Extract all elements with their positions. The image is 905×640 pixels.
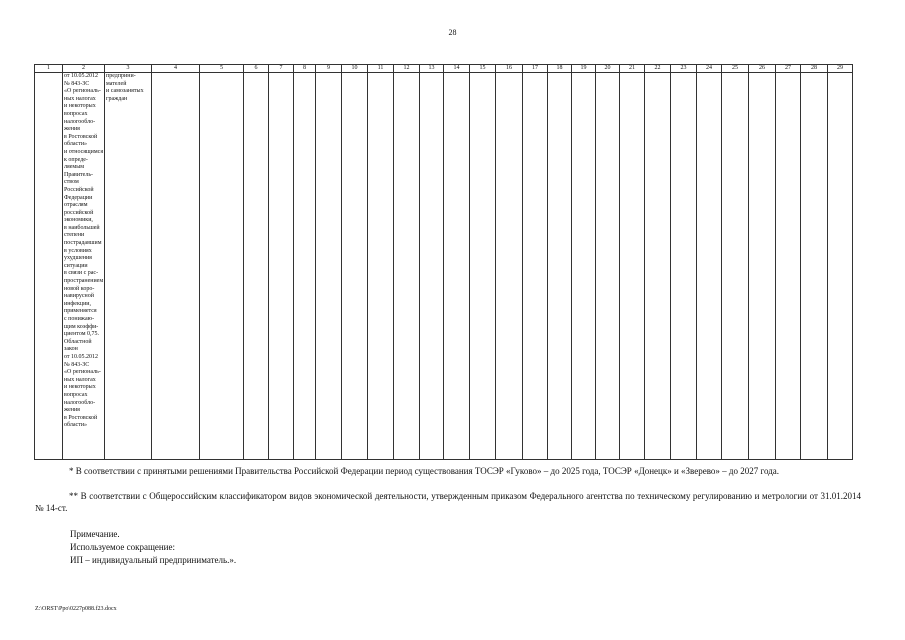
column-number-23: 23 xyxy=(671,65,697,73)
table-cell xyxy=(828,73,853,460)
table-cell xyxy=(548,73,572,460)
table-cell-col1 xyxy=(35,73,63,460)
column-number-10: 10 xyxy=(342,65,368,73)
column-number-1: 1 xyxy=(35,65,63,73)
table-cell xyxy=(523,73,548,460)
table-cell xyxy=(244,73,269,460)
table-cell xyxy=(645,73,671,460)
column-number-18: 18 xyxy=(548,65,572,73)
column-number-7: 7 xyxy=(269,65,294,73)
table-cell-col3 xyxy=(105,73,152,460)
table-cell xyxy=(470,73,496,460)
column-number-16: 16 xyxy=(496,65,523,73)
column-number-25: 25 xyxy=(722,65,749,73)
table-cell xyxy=(294,73,316,460)
table-cell xyxy=(722,73,749,460)
table-cell xyxy=(269,73,294,460)
column-number-8: 8 xyxy=(294,65,316,73)
column-number-28: 28 xyxy=(801,65,828,73)
table-cell xyxy=(671,73,697,460)
table-cell xyxy=(596,73,620,460)
column-number-5: 5 xyxy=(200,65,244,73)
note-title: Примечание. xyxy=(70,529,120,539)
column-number-26: 26 xyxy=(749,65,776,73)
page-number: 28 xyxy=(448,28,457,37)
column-number-3: 3 xyxy=(105,65,152,73)
table-cell xyxy=(368,73,394,460)
table-cell xyxy=(200,73,244,460)
table-cell xyxy=(420,73,444,460)
table-cell xyxy=(152,73,200,460)
column-number-15: 15 xyxy=(470,65,496,73)
column-number-13: 13 xyxy=(420,65,444,73)
legal-reference-text: от 10.05.2012 № 843-ЗС «О региональ- ных налогах и некоторых вопросах налогообло- жения в Ростовской области» и относящимся к опреде- ляемым Правитель- ством Российской Федерации отраслям российской экономики, в наибольшей степени пострадавшим в условиях ухудшения ситуации в связи с рас- пространением новой коро- навирусной инфекции, применяется с понижаю- щим коэффи- циентом 0,75. Областной закон от 10.05.2012 № 843-ЗС «О региональ- ных налогах и некоторых вопросах налогообло- жения в Ростовской области» xyxy=(64,73,104,429)
column-number-20: 20 xyxy=(596,65,620,73)
column-number-2: 2 xyxy=(63,65,105,73)
column-number-24: 24 xyxy=(697,65,722,73)
column-number-29: 29 xyxy=(828,65,853,73)
column-number-6: 6 xyxy=(244,65,269,73)
column-number-22: 22 xyxy=(645,65,671,73)
table-row xyxy=(35,73,853,460)
note-subtitle: Используемое сокращение: xyxy=(70,542,175,552)
data-table xyxy=(34,64,853,460)
table-cell xyxy=(572,73,596,460)
table-cell xyxy=(444,73,470,460)
table-cell xyxy=(749,73,776,460)
file-path: Z:\ORST\Ppo\0227p088.f23.docx xyxy=(35,606,117,612)
table-cell xyxy=(496,73,523,460)
table-cell xyxy=(342,73,368,460)
table-cell xyxy=(620,73,645,460)
column-number-21: 21 xyxy=(620,65,645,73)
table-cell xyxy=(316,73,342,460)
table-cell xyxy=(776,73,801,460)
note-abbreviation: ИП – индивидуальный предприниматель.». xyxy=(70,555,237,565)
column-number-row xyxy=(35,65,853,73)
table-cell xyxy=(801,73,828,460)
table-cell xyxy=(697,73,722,460)
table-cell-col2 xyxy=(63,73,105,460)
taxpayer-category-text: предприни- мателей и самозанятых граждан xyxy=(106,73,144,102)
table-cell xyxy=(394,73,420,460)
column-number-17: 17 xyxy=(523,65,548,73)
column-number-9: 9 xyxy=(316,65,342,73)
column-number-19: 19 xyxy=(572,65,596,73)
column-number-12: 12 xyxy=(394,65,420,73)
column-number-4: 4 xyxy=(152,65,200,73)
column-number-14: 14 xyxy=(444,65,470,73)
column-number-27: 27 xyxy=(776,65,801,73)
footnote-2: ** В соответствии с Общероссийским классификатором видов экономической деятельности, утвержденным приказом Федерального агентства по техническому регулированию и метрологии от 31.01.2014 № 14-ст. xyxy=(35,491,861,513)
footnote-1: * В соответствии с принятыми решениями Правительства Российской Федерации период существования ТОСЭР «Гуково» – до 2025 года, ТОСЭР «Донецк» и «Зверево» – до 2027 года. xyxy=(69,466,780,476)
column-number-11: 11 xyxy=(368,65,394,73)
